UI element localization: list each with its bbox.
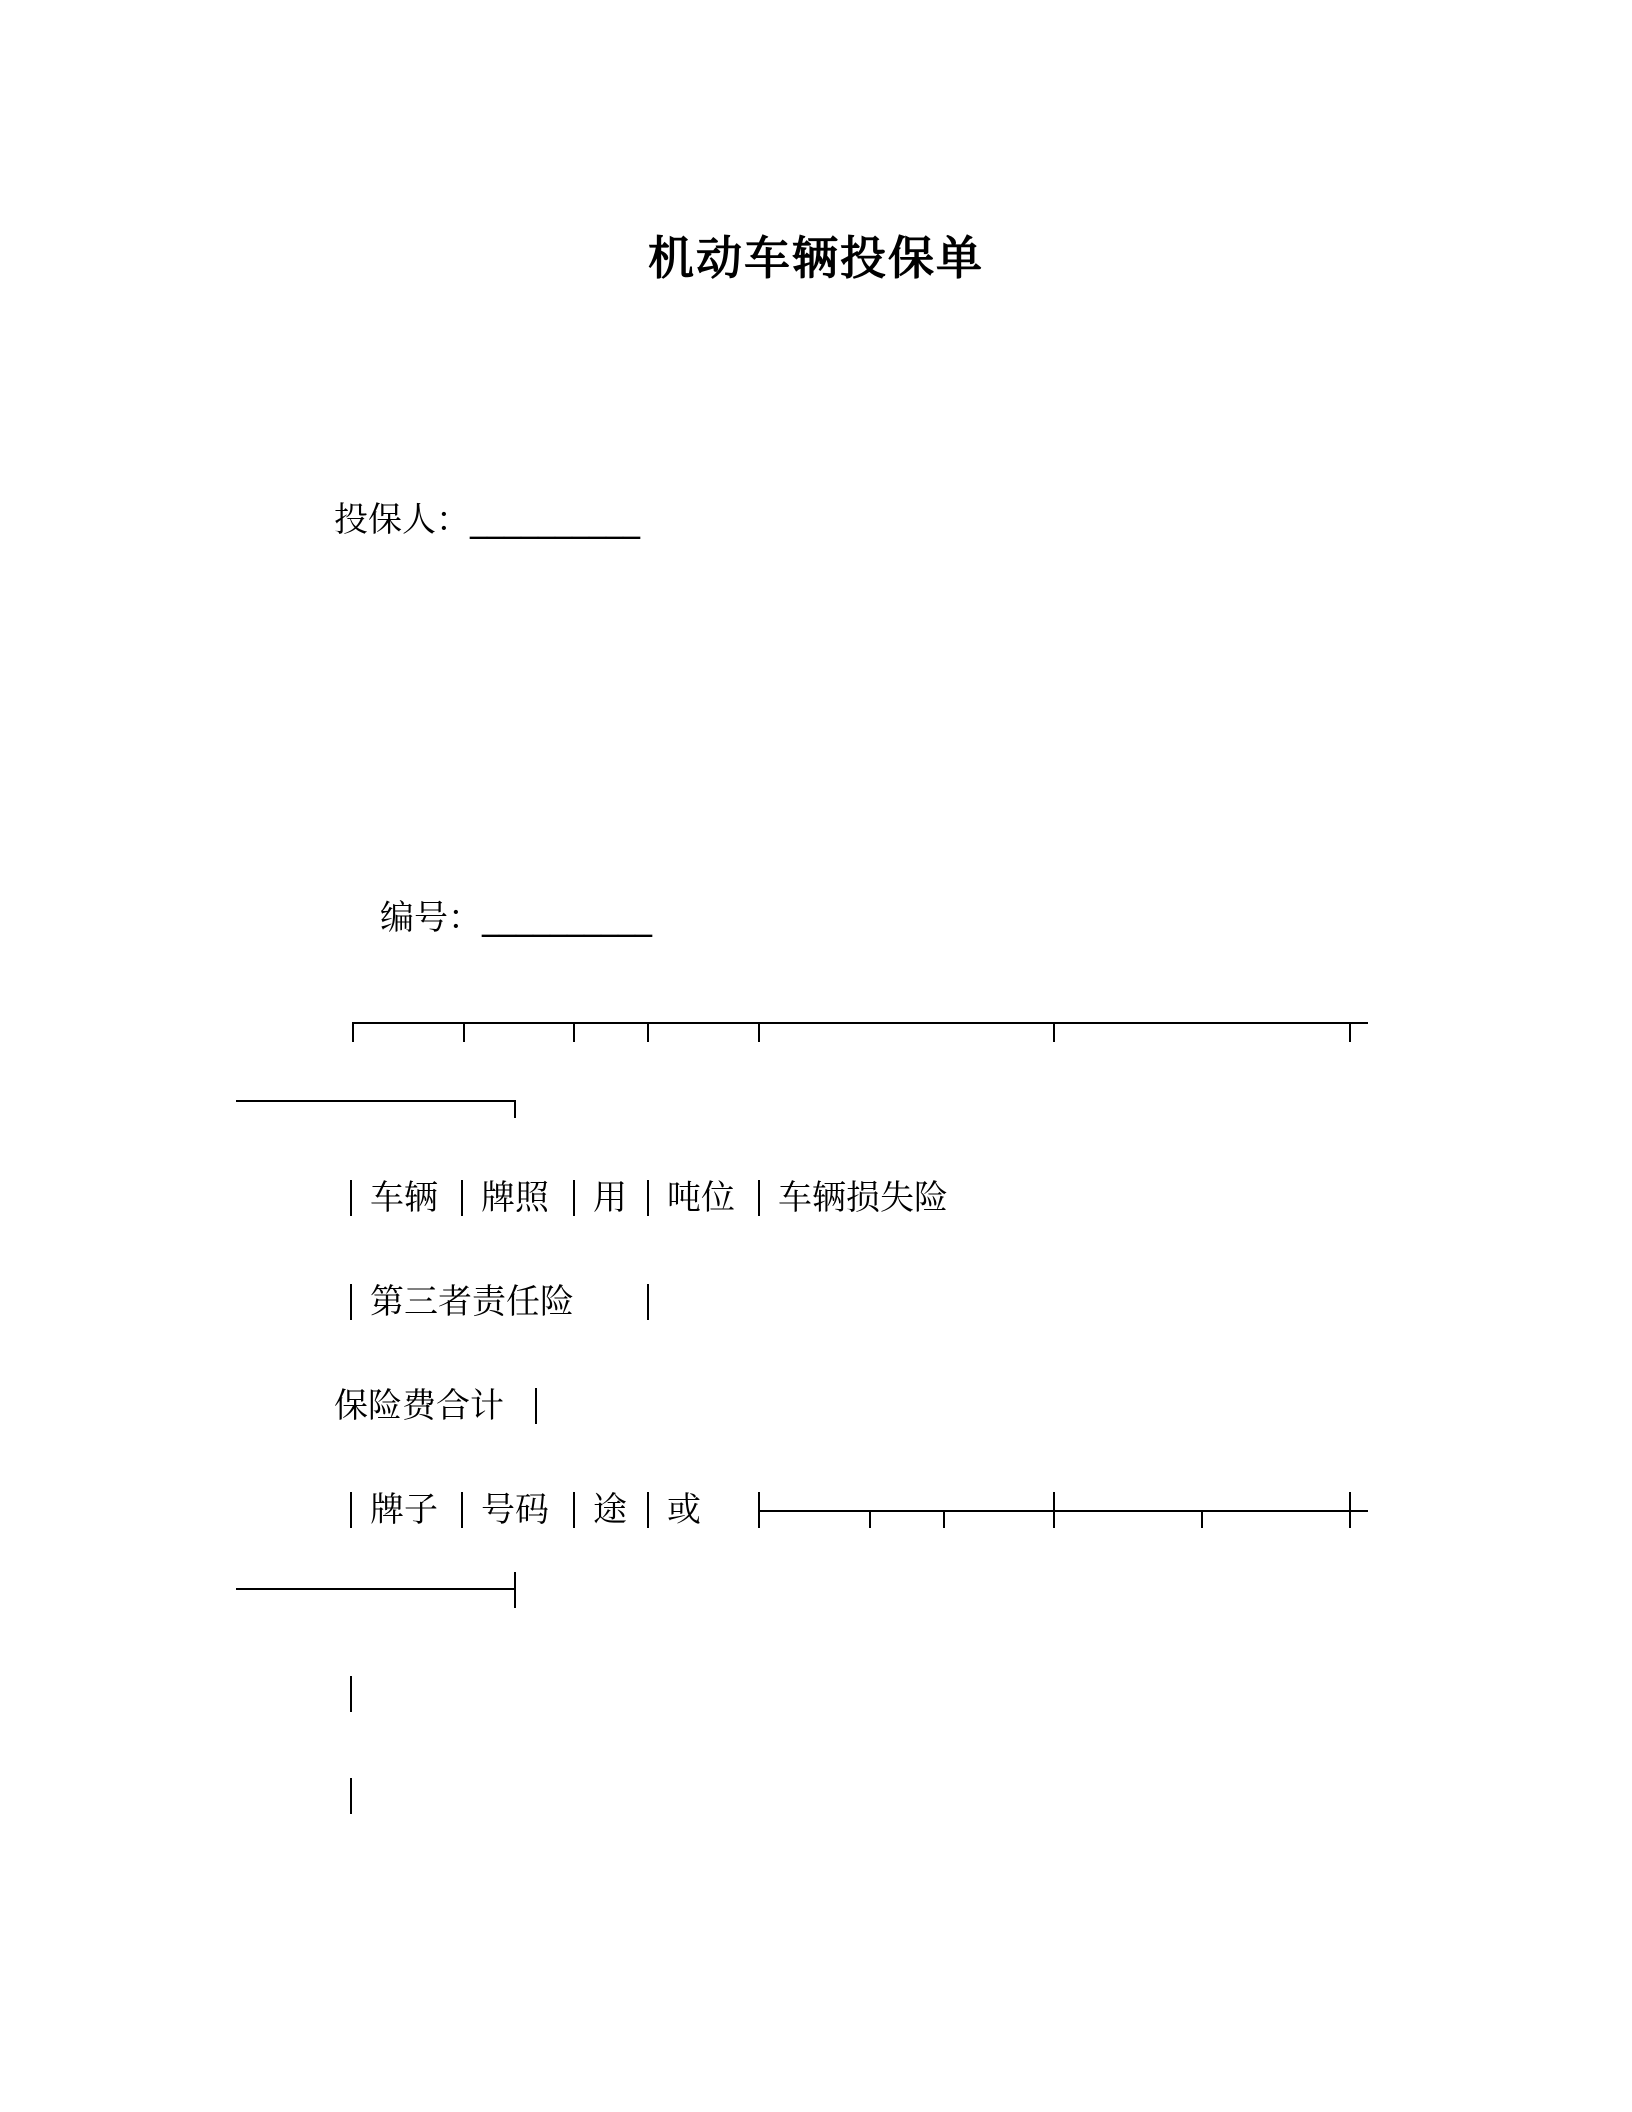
number-label: 编号： [380,898,482,938]
page-title: 机动车辆投保单 [648,231,984,285]
premium-total-label: 保险费合计 [334,1386,504,1426]
empty-row-bar [350,1778,352,1814]
number-field [380,898,652,938]
row2-cell-number: 号码 [481,1490,549,1530]
third-party-label: 第三者责任险 [370,1282,574,1322]
applicant-field [334,500,640,540]
empty-row-bar [350,1676,352,1712]
row2-cell-route: 途 [593,1490,627,1530]
header-cell-vehicle: 车辆 [370,1178,438,1218]
number-blank[interactable]: __________ [482,898,652,938]
header-cell-use: 用 [593,1178,627,1218]
header-cell-damage-insurance: 车辆损失险 [778,1178,948,1218]
row2-cell-or: 或 [667,1490,701,1530]
header-cell-plate: 牌照 [481,1178,549,1218]
header-cell-tonnage: 吨位 [667,1178,735,1218]
row2-cell-brand: 牌子 [370,1490,438,1530]
applicant-label: 投保人： [334,500,470,540]
applicant-blank[interactable]: __________ [470,500,640,540]
